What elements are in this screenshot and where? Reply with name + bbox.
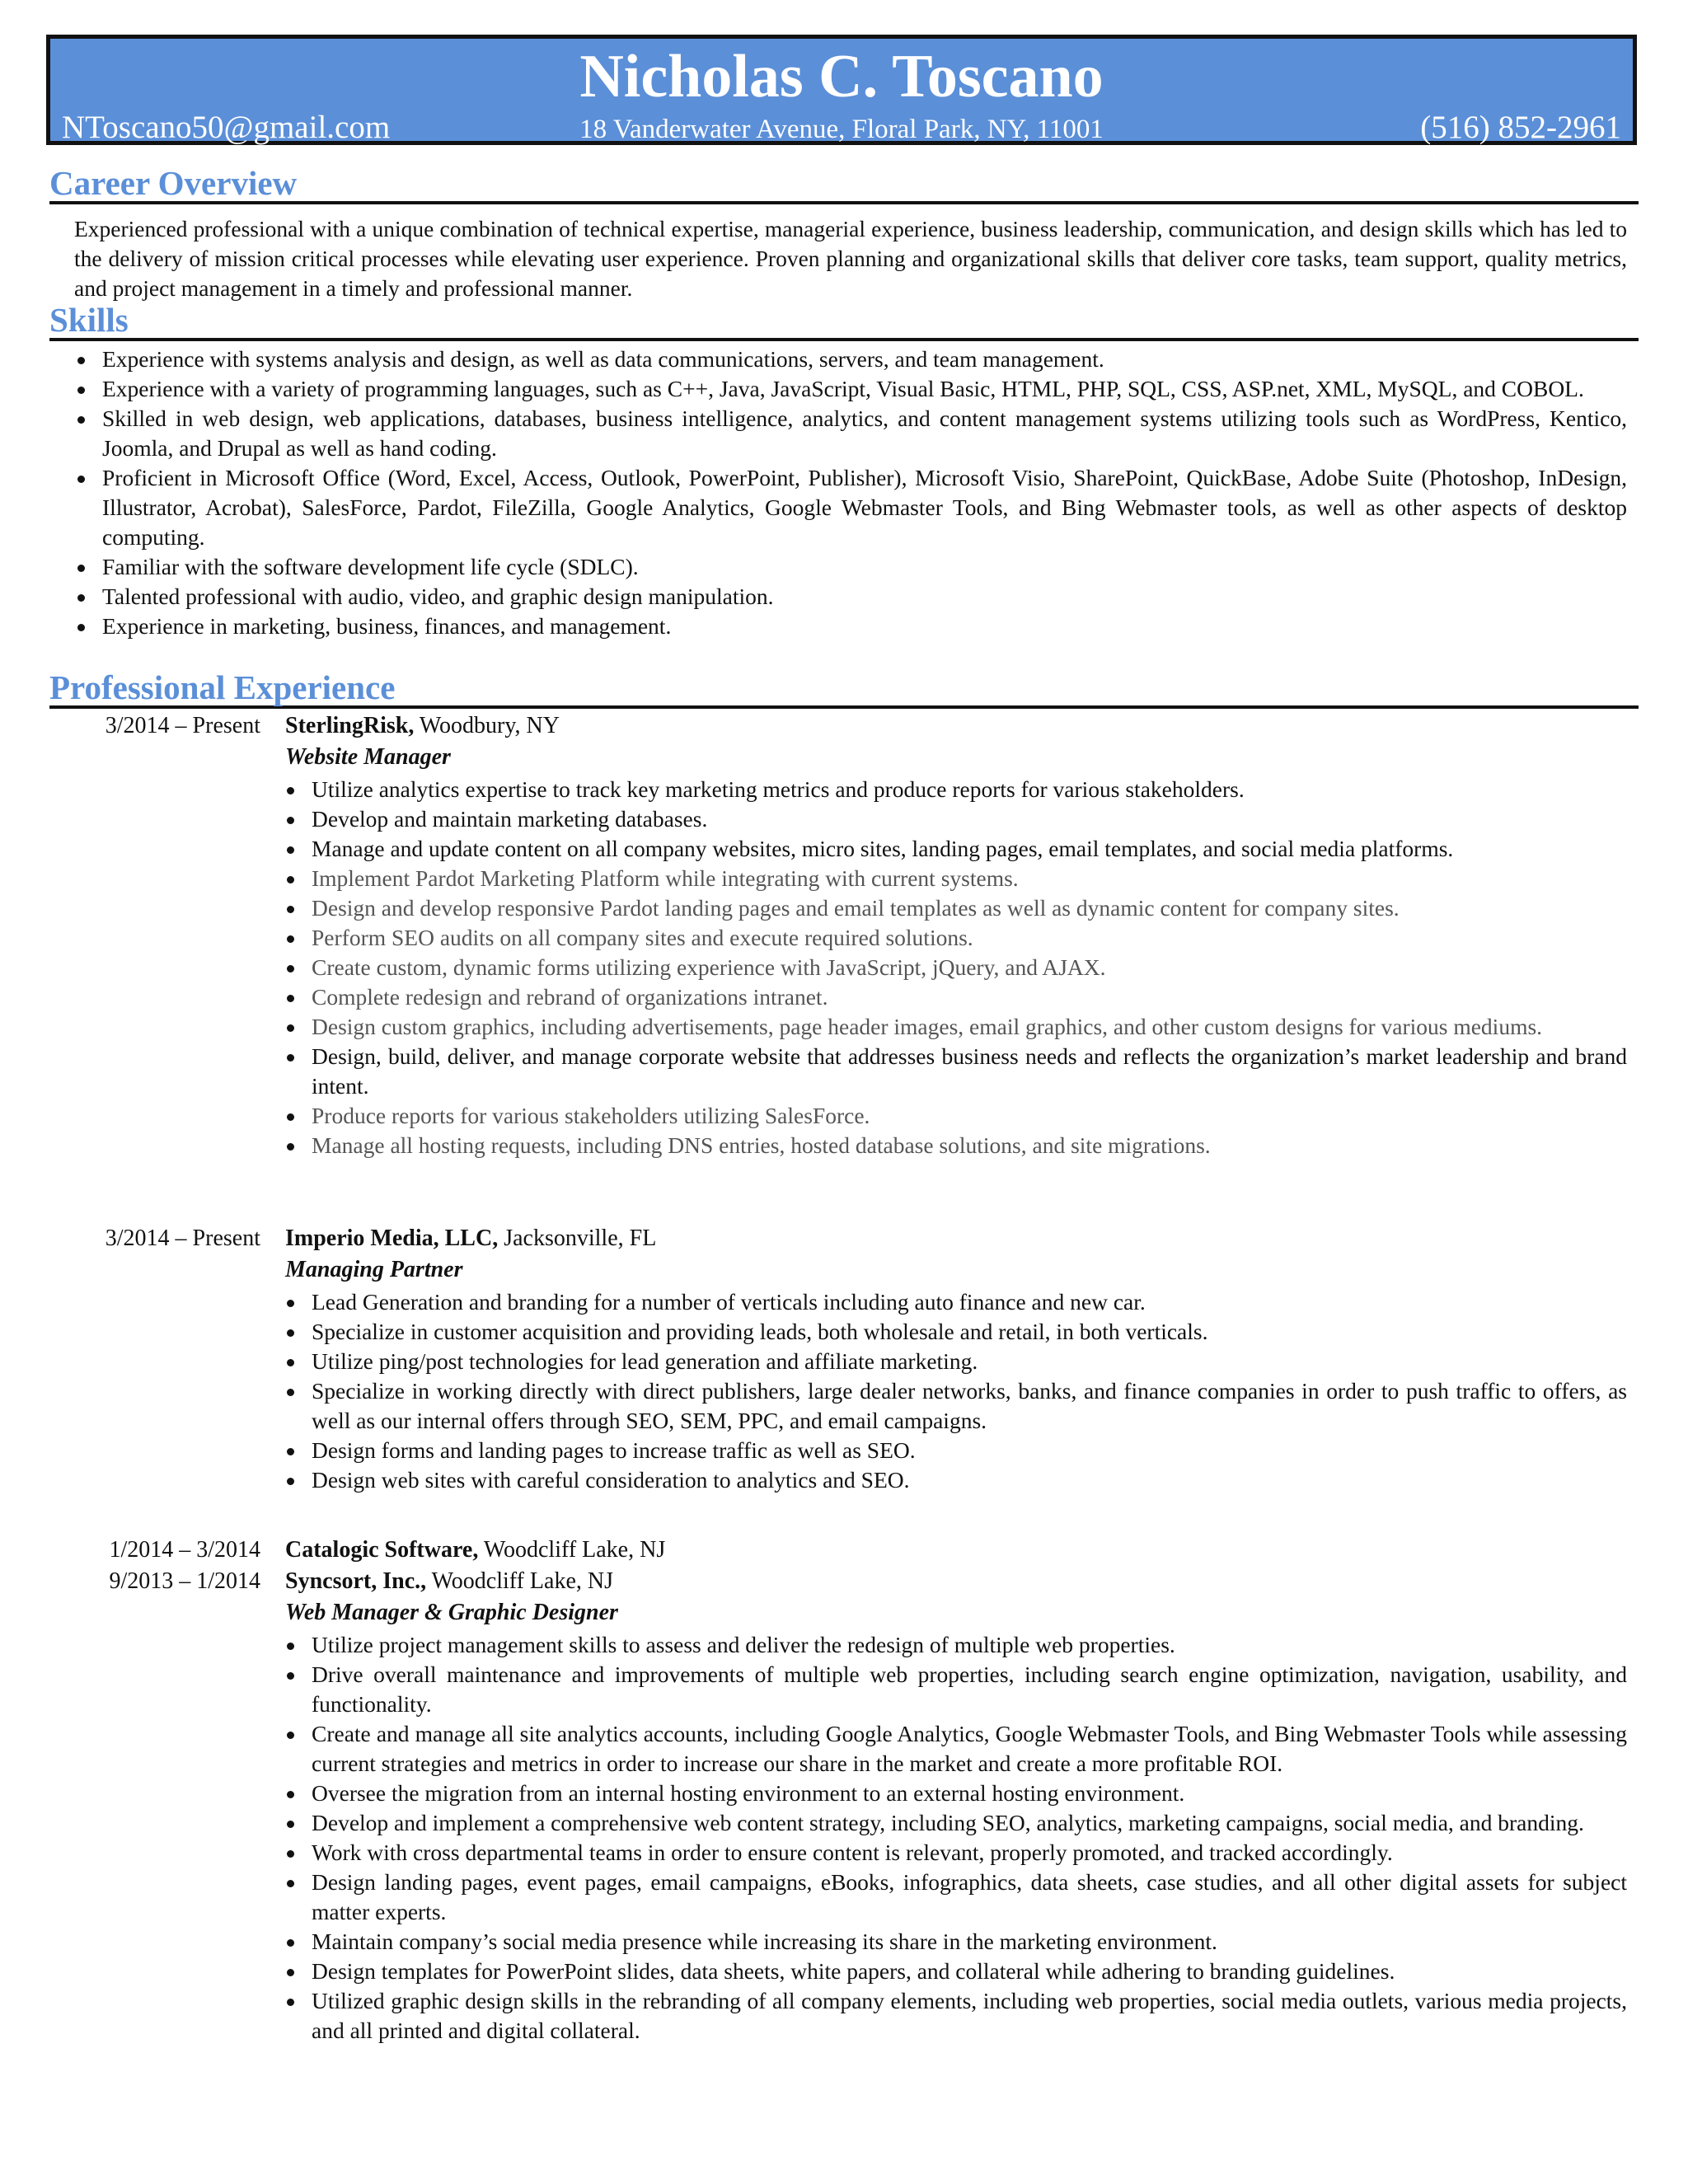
list-item: Complete redesign and rebrand of organizations intranet.: [285, 982, 1627, 1012]
list-item: Specialize in customer acquisition and providing leads, both wholesale and retail, in both verticals.: [285, 1317, 1627, 1347]
list-item: Design landing pages, event pages, email campaigns, eBooks, infographics, data sheets, case studies, and all other digital assets for subject matter experts.: [285, 1868, 1627, 1927]
contact-line: [62, 111, 1621, 144]
list-item: Oversee the migration from an internal hosting environment to an external hosting environment.: [285, 1779, 1627, 1808]
company-name: Catalogic Software,: [285, 1537, 479, 1563]
company-location: Woodbury, NY: [414, 713, 560, 738]
list-item: Produce reports for various stakeholders utilizing SalesForce.: [285, 1101, 1627, 1131]
address: 18 Vanderwater Avenue, Floral Park, NY, 11001: [579, 115, 1104, 144]
list-item: Drive overall maintenance and improvements of multiple web properties, including search engine optimization, navigation, usability, and functionality.: [285, 1660, 1627, 1719]
job-company: [285, 1566, 613, 1597]
job-company: [285, 1535, 665, 1566]
list-item: Maintain company’s social media presence while increasing its share in the marketing environment.: [285, 1927, 1627, 1957]
list-item: Manage all hosting requests, including DNS entries, hosted database solutions, and site migrations.: [285, 1131, 1627, 1160]
header-box: [46, 35, 1637, 145]
career-overview-text: Experienced professional with a unique combination of technical expertise, managerial experience, business leadership, communication, and design skills which has led to the delivery of mission critical processes while elevating user experience. Proven planning and organizational skills that deliver core tasks, team support, quality metrics, and project management in a timely and professional manner.: [74, 216, 1627, 301]
phone-number: (516) 852-2961: [1420, 110, 1621, 145]
list-item: Skilled in web design, web applications, databases, business intelligence, analytics, and content management systems utilizing tools such as WordPress, Kentico, Joomla, and Drupal as well as hand coding.: [76, 404, 1627, 463]
list-item: Specialize in working directly with direct publishers, large dealer networks, banks, and finance companies in order to push traffic to offers, as well as our internal offers through SEO, SEM, PPC, and email campaigns.: [285, 1376, 1627, 1436]
list-item: Utilized graphic design skills in the rebranding of all company elements, including web properties, social media outlets, various media projects, and all printed and digital collateral.: [285, 1986, 1627, 2046]
job-title: Web Manager & Graphic Designer: [285, 1600, 618, 1625]
job-bullets: [285, 775, 1627, 1160]
list-item: Lead Generation and branding for a number of verticals including auto finance and new car.: [285, 1287, 1627, 1317]
section-title: Career Overview: [49, 164, 298, 202]
job-title: Managing Partner: [285, 1257, 463, 1282]
section-skills: [49, 300, 1639, 341]
company-location: Woodcliff Lake, NJ: [478, 1537, 666, 1563]
company-name: Imperio Media, LLC,: [285, 1226, 499, 1251]
job-date: 1/2014 – 3/2014: [109, 1537, 260, 1563]
list-item: Manage and update content on all company websites, micro sites, landing pages, email templates, and social media platforms.: [285, 834, 1627, 864]
list-item: Develop and maintain marketing databases.: [285, 804, 1627, 834]
list-item: Design, build, deliver, and manage corporate website that addresses business needs and reflects the organization’s market leadership and brand intent.: [285, 1042, 1627, 1101]
job-title: Website Manager: [285, 744, 451, 770]
skills-list: [76, 344, 1627, 641]
company-name: Syncsort, Inc.,: [285, 1568, 427, 1594]
list-item: Talented professional with audio, video, and graphic design manipulation.: [76, 582, 1627, 612]
job-bullets: [285, 1630, 1627, 2046]
list-item: Design and develop responsive Pardot landing pages and email templates as well as dynamic content for company sites.: [285, 893, 1627, 923]
company-location: Jacksonville, FL: [498, 1226, 657, 1251]
section-title: Skills: [49, 301, 129, 339]
list-item: Create and manage all site analytics accounts, including Google Analytics, Google Webmaster Tools, and Bing Webmaster Tools while assessing current strategies and metrics in order to increase our share in the market and create a more profitable ROI.: [285, 1719, 1627, 1779]
list-item: Utilize analytics expertise to track key marketing metrics and produce reports for various stakeholders.: [285, 775, 1627, 804]
section-title: Professional Experience: [49, 668, 396, 706]
job-date: 3/2014 – Present: [105, 713, 260, 738]
list-item: Design templates for PowerPoint slides, data sheets, white papers, and collateral while adhering to branding guidelines.: [285, 1957, 1627, 1986]
list-item: Experience in marketing, business, finances, and management.: [76, 612, 1627, 641]
list-item: Experience with systems analysis and design, as well as data communications, servers, and team management.: [76, 344, 1627, 374]
section-career-overview: [49, 163, 1639, 204]
job-date: 9/2013 – 1/2014: [109, 1568, 260, 1594]
job-company: [285, 1223, 656, 1254]
section-professional-experience: [49, 668, 1639, 709]
email-link[interactable]: NToscano50@gmail.com: [62, 110, 391, 145]
list-item: Design custom graphics, including advertisements, page header images, email graphics, and other custom designs for various mediums.: [285, 1012, 1627, 1042]
company-location: Woodcliff Lake, NJ: [426, 1568, 614, 1594]
list-item: Design web sites with careful consideration to analytics and SEO.: [285, 1465, 1627, 1495]
list-item: Design forms and landing pages to increase traffic as well as SEO.: [285, 1436, 1627, 1465]
list-item: Develop and implement a comprehensive web content strategy, including SEO, analytics, marketing campaigns, social media, and branding.: [285, 1808, 1627, 1838]
list-item: Work with cross departmental teams in order to ensure content is relevant, properly promoted, and tracked accordingly.: [285, 1838, 1627, 1868]
list-item: Utilize ping/post technologies for lead generation and affiliate marketing.: [285, 1347, 1627, 1376]
job-date: 3/2014 – Present: [105, 1226, 260, 1251]
list-item: Experience with a variety of programming languages, such as C++, Java, JavaScript, Visual Basic, HTML, PHP, SQL, CSS, ASP.net, XML, MySQL, and COBOL.: [76, 374, 1627, 404]
candidate-name: Nicholas C. Toscano: [579, 43, 1104, 110]
list-item: Utilize project management skills to assess and deliver the redesign of multiple web properties.: [285, 1630, 1627, 1660]
job-company: [285, 710, 560, 742]
job-bullets: [285, 1287, 1627, 1495]
company-name: SterlingRisk,: [285, 713, 415, 738]
list-item: Perform SEO audits on all company sites and execute required solutions.: [285, 923, 1627, 953]
list-item: Proficient in Microsoft Office (Word, Excel, Access, Outlook, PowerPoint, Publisher), Microsoft Visio, SharePoint, QuickBase, Adobe Suite (Photoshop, InDesign, Illustrator, Acrobat), SalesForce, Pardot, FileZilla, Google Analytics, Google Webmaster Tools, and Bing Webmaster tools, as well as other aspects of desktop computing.: [76, 463, 1627, 552]
list-item: Familiar with the software development life cycle (SDLC).: [76, 552, 1627, 582]
list-item: Implement Pardot Marketing Platform while integrating with current systems.: [285, 864, 1627, 893]
list-item: Create custom, dynamic forms utilizing experience with JavaScript, jQuery, and AJAX.: [285, 953, 1627, 982]
